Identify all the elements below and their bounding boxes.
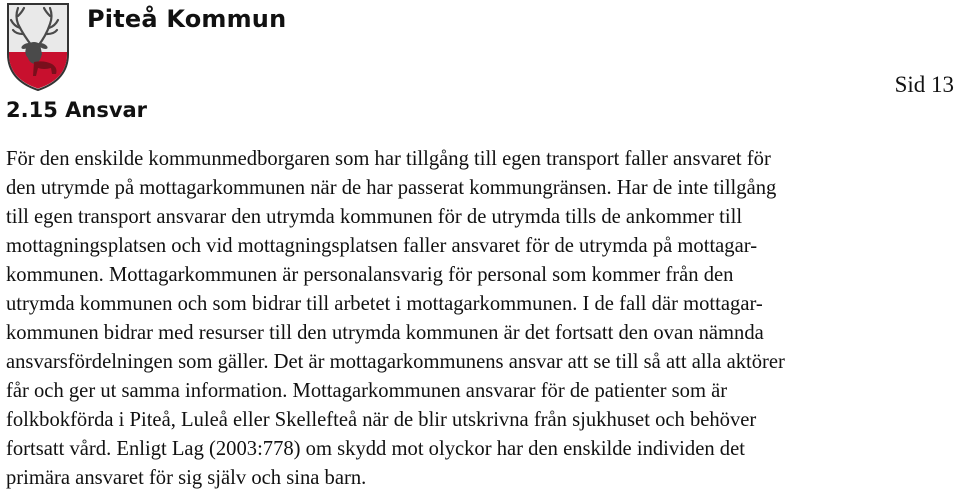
paragraph-line: till egen transport ansvarar den utrymda kommunen för de utrymda tills de ankommer till [6,206,743,228]
paragraph-line: folkbokförda i Piteå, Luleå eller Skellefteå när de blir utskrivna från sjukhuset och behöver [6,409,757,431]
section-heading: 2.15 Ansvar [6,98,148,122]
page-number: Sid 13 [894,72,954,97]
paragraph-line: För den enskilde kommunmedborgaren som har tillgång till egen transport faller ansvaret för [6,148,771,170]
paragraph-line: den utrymde på mottagarkommunen när de har passerat kommungränsen. Har de inte tillgång [6,177,777,199]
paragraph-line: primära ansvaret för sig själv och sina barn. [6,467,367,489]
paragraph-line: ansvarsfördelningen som gäller. Det är mottagarkommunens ansvar att se till så att alla aktörer [6,351,785,373]
paragraph-line: får och ger ut samma information. Mottagarkommunen ansvarar för de patienter som är [6,380,728,402]
paragraph-line: kommunen bidrar med resurser till den utrymda kommunen är det fortsatt den ovan nämnda [6,322,764,344]
paragraph-line: kommunen. Mottagarkommunen är personalansvarig för personal som kommer från den [6,264,734,286]
paragraph-line: mottagningsplatsen och vid mottagningsplatsen faller ansvaret för de utrymda på mottagar- [6,235,758,257]
body-paragraph [6,145,958,493]
paragraph-line: fortsatt vård. Enligt Lag (2003:778) om skydd mot olyckor har den enskilde individen det [6,438,745,460]
paragraph-line: utrymda kommunen och som bidrar till arbetet i mottagarkommunen. I de fall där mottagar- [6,293,763,315]
coat-of-arms-logo [6,2,70,92]
organization-name: Piteå Kommun [87,5,287,33]
